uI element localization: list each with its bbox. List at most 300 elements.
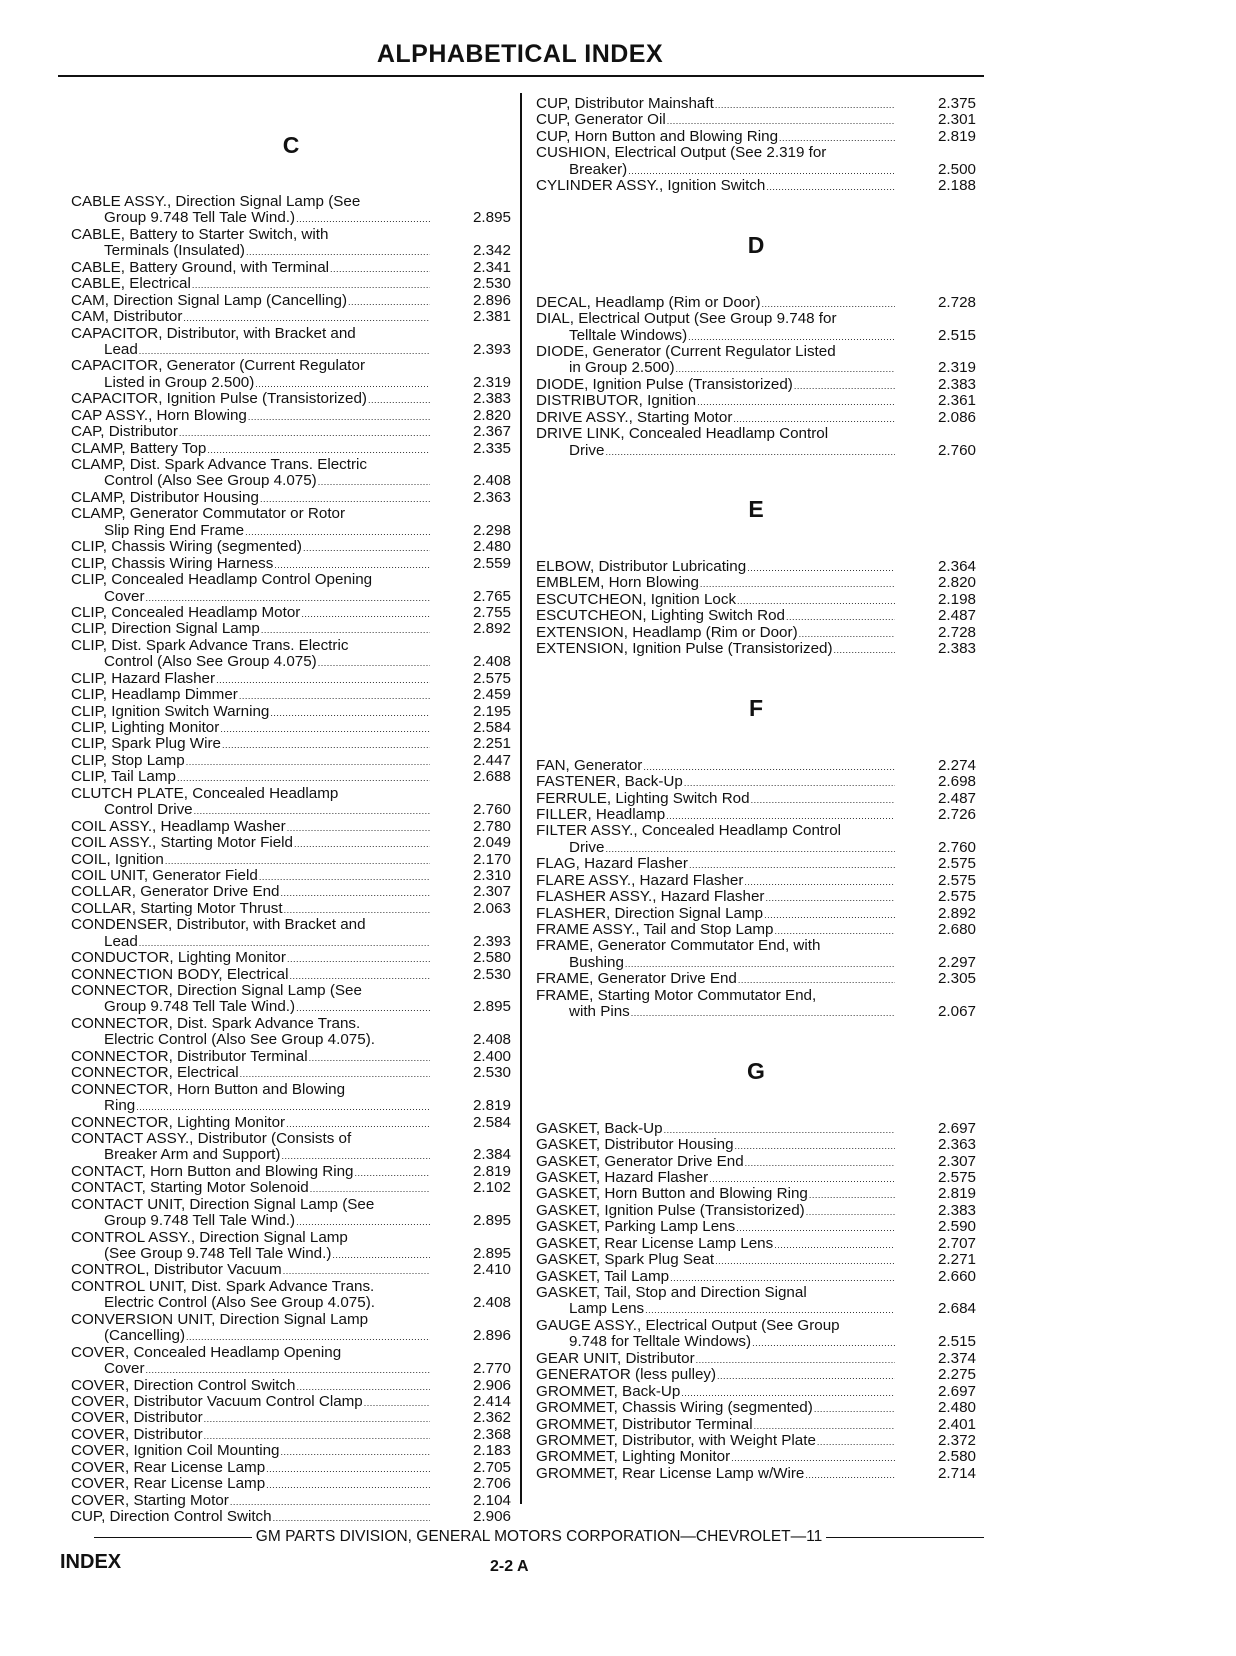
index-entry — [536, 1285, 976, 1318]
page-reference: 2.384 — [472, 1146, 511, 1164]
entry-text: GAUGE ASSY., Electrical Output (See Group — [536, 1316, 840, 1334]
entry-text: FRAME, Generator Drive End — [536, 970, 737, 988]
entry-text: CONTROL, Distributor Vacuum — [71, 1261, 282, 1279]
index-entry — [71, 638, 511, 671]
entry-text: (Cancelling) — [104, 1327, 186, 1345]
index-entry — [71, 835, 511, 851]
dot-leader — [332, 1246, 430, 1263]
page-reference: 2.393 — [472, 932, 511, 950]
index-entry — [536, 1449, 976, 1465]
page-reference: 2.575 — [937, 888, 976, 906]
page-reference: 2.906 — [472, 1508, 511, 1525]
index-entry — [536, 377, 976, 393]
page-reference: 2.530 — [472, 965, 511, 983]
dot-leader — [717, 1367, 895, 1384]
page-reference: 2.447 — [472, 751, 511, 769]
index-entry — [536, 1252, 976, 1268]
dot-leader — [751, 791, 895, 808]
dot-leader — [239, 687, 430, 704]
index-entry — [71, 753, 511, 769]
page-reference: 2.381 — [472, 308, 511, 326]
dot-leader — [287, 819, 430, 836]
page-reference: 2.319 — [472, 373, 511, 391]
index-entry — [536, 1351, 976, 1367]
dot-leader — [220, 720, 430, 737]
dot-leader — [744, 873, 895, 890]
index-entry — [71, 293, 511, 309]
page-reference: 2.271 — [937, 1251, 976, 1269]
page-reference: 2.755 — [472, 603, 511, 621]
page-reference: 2.375 — [937, 95, 976, 112]
page-reference: 2.584 — [472, 719, 511, 736]
page-reference: 2.188 — [937, 177, 976, 195]
page-reference: 2.361 — [937, 392, 976, 410]
page-reference: 2.400 — [472, 1047, 511, 1065]
entry-text: GROMMET, Distributor Terminal — [536, 1415, 753, 1433]
index-entry — [536, 1269, 976, 1285]
index-entry — [71, 671, 511, 687]
page-reference: 2.728 — [937, 623, 976, 641]
entry-text: GASKET, Parking Lamp Lens — [536, 1218, 736, 1236]
entry-text: CAPACITOR, Generator (Current Regulator — [71, 357, 366, 375]
entry-text: COIL, Ignition — [71, 850, 164, 868]
index-entry — [71, 424, 511, 440]
entry-text: GASKET, Distributor Housing — [536, 1136, 734, 1154]
dot-leader — [273, 1509, 430, 1526]
entry-text: FLAG, Hazard Flasher — [536, 855, 688, 873]
page-reference: 2.383 — [937, 1201, 976, 1219]
entry-text: DRIVE LINK, Concealed Headlamp Control — [536, 425, 829, 443]
dot-leader — [715, 1252, 895, 1269]
entry-text: DIODE, Ignition Pulse (Transistorized) — [536, 375, 793, 393]
page-reference: 2.063 — [472, 899, 511, 917]
title-rule — [58, 75, 984, 77]
dot-leader — [222, 736, 430, 753]
page-reference: 2.372 — [937, 1431, 976, 1449]
page-reference: 2.086 — [937, 408, 976, 426]
entry-text: GEAR UNIT, Distributor — [536, 1349, 695, 1367]
index-entry — [71, 391, 511, 407]
entry-text: CONTACT UNIT, Direction Signal Lamp (See — [71, 1195, 375, 1213]
page-reference: 2.896 — [472, 291, 511, 309]
index-entry — [71, 539, 511, 555]
index-entry — [71, 1345, 511, 1378]
dot-leader — [183, 309, 430, 326]
index-entry — [71, 260, 511, 276]
page-reference: 2.590 — [937, 1218, 976, 1236]
dot-leader — [266, 1460, 430, 1477]
dot-leader — [287, 950, 430, 967]
entry-text: CUSHION, Electrical Output (See 2.319 for — [536, 144, 827, 162]
dot-leader — [270, 704, 430, 721]
page-reference: 2.307 — [472, 883, 511, 901]
page-reference: 2.580 — [937, 1448, 976, 1466]
entry-text: GROMMET, Lighting Monitor — [536, 1448, 731, 1466]
page-reference: 2.688 — [472, 768, 511, 786]
page-reference: 2.251 — [472, 735, 511, 753]
page-reference: 2.765 — [472, 587, 511, 605]
entry-text: CLIP, Concealed Headlamp Motor — [71, 603, 301, 621]
page-reference: 2.363 — [472, 488, 511, 506]
entry-text: COVER, Distributor Vacuum Control Clamp — [71, 1392, 363, 1410]
index-entry — [536, 129, 976, 145]
entry-text: CUP, Direction Control Switch — [71, 1508, 272, 1525]
index-entry — [71, 884, 511, 900]
entry-text: GASKET, Back-Up — [536, 1119, 663, 1137]
page-reference: 2.820 — [937, 574, 976, 592]
index-entry — [536, 1400, 976, 1416]
index-entry — [71, 358, 511, 391]
entry-text: Control (Also See Group 4.075) — [104, 472, 317, 490]
index-entry — [71, 1493, 511, 1509]
index-entry — [536, 410, 976, 426]
entry-text: CUP, Horn Button and Blowing Ring — [536, 127, 779, 145]
entry-text: CAM, Direction Signal Lamp (Cancelling) — [71, 291, 348, 309]
entry-text: CONNECTION BODY, Electrical — [71, 965, 289, 983]
entry-text: EXTENSION, Ignition Pulse (Transistorized) — [536, 640, 833, 658]
entry-text: CONNECTOR, Dist. Spark Advance Trans. — [71, 1014, 361, 1032]
entry-text: Slip Ring End Frame — [104, 521, 245, 539]
page-reference: 2.819 — [937, 1185, 976, 1203]
page-reference: 2.170 — [472, 850, 511, 868]
page-reference: 2.067 — [937, 1003, 976, 1021]
entry-text: Breaker Arm and Support) — [104, 1146, 281, 1164]
index-entry — [71, 457, 511, 490]
entry-text: GROMMET, Rear License Lamp w/Wire — [536, 1464, 805, 1482]
index-entry — [536, 311, 976, 344]
index-entry — [71, 621, 511, 637]
index-entry — [71, 309, 511, 325]
page-reference: 2.307 — [937, 1152, 976, 1170]
entry-text: COIL ASSY., Headlamp Washer — [71, 817, 286, 835]
index-entry — [536, 1219, 976, 1235]
entry-text: CLIP, Ignition Switch Warning — [71, 702, 270, 720]
index-entry — [71, 736, 511, 752]
page-reference: 2.575 — [472, 669, 511, 687]
index-entry — [536, 96, 976, 112]
index-entry — [71, 1262, 511, 1278]
page-reference: 2.714 — [937, 1464, 976, 1482]
page-reference: 2.393 — [472, 340, 511, 358]
index-entry — [71, 917, 511, 950]
page-reference: 2.530 — [472, 275, 511, 293]
dot-leader — [368, 391, 430, 408]
page-reference: 2.726 — [937, 805, 976, 823]
page-reference: 2.310 — [472, 866, 511, 884]
index-column-left — [71, 96, 511, 1525]
section-letter-f: F — [748, 694, 764, 721]
entry-text: ESCUTCHEON, Ignition Lock — [536, 590, 737, 608]
page-reference: 2.364 — [937, 558, 976, 575]
page-reference: 2.895 — [472, 209, 511, 227]
page-reference: 2.297 — [937, 953, 976, 971]
entry-text: CLAMP, Dist. Spark Advance Trans. Electric — [71, 456, 367, 473]
index-entry — [536, 608, 976, 624]
page-reference: 2.892 — [937, 904, 976, 922]
entry-text: Cover — [104, 587, 145, 605]
page-reference: 2.892 — [472, 620, 511, 638]
dot-leader — [805, 1466, 895, 1483]
dot-leader — [248, 408, 430, 425]
entry-text: CONTACT, Starting Motor Solenoid — [71, 1179, 309, 1197]
entry-text: COVER, Distributor — [71, 1409, 203, 1427]
page-reference: 2.575 — [937, 1168, 976, 1186]
entry-text: Control (Also See Group 4.075) — [104, 653, 317, 671]
index-entry — [536, 873, 976, 889]
entry-text: CLIP, Chassis Wiring (segmented) — [71, 538, 302, 556]
entry-text: FLASHER, Direction Signal Lamp — [536, 904, 764, 922]
page-reference: 2.383 — [472, 390, 511, 408]
entry-text: CABLE, Battery Ground, with Terminal — [71, 258, 330, 276]
index-entry — [71, 769, 511, 785]
page-reference: 2.680 — [937, 921, 976, 938]
entry-text: CAP, Distributor — [71, 423, 178, 441]
page-reference: 2.183 — [472, 1442, 511, 1460]
entry-text: Electric Control (Also See Group 4.075). — [104, 1031, 375, 1049]
dot-leader — [309, 1049, 430, 1066]
index-entry — [71, 572, 511, 605]
entry-text: GASKET, Hazard Flasher — [536, 1168, 709, 1186]
page-reference: 2.410 — [472, 1261, 511, 1279]
dot-leader — [266, 1476, 430, 1493]
entry-text: COVER, Ignition Coil Mounting — [71, 1442, 280, 1460]
page-reference: 2.480 — [937, 1399, 976, 1417]
index-entry — [536, 758, 976, 774]
index-entry — [71, 1016, 511, 1049]
footer-rule-left — [94, 1537, 252, 1538]
index-entry — [536, 774, 976, 790]
entry-text: COVER, Starting Motor — [71, 1491, 229, 1509]
page-reference: 2.383 — [937, 640, 976, 658]
page-reference: 2.363 — [937, 1136, 976, 1154]
entry-text: Telltale Windows) — [569, 326, 688, 344]
dot-leader — [318, 654, 430, 671]
entry-text: Group 9.748 Tell Tale Wind.) — [104, 209, 296, 227]
page-reference: 2.274 — [937, 756, 976, 774]
dot-leader — [809, 1186, 895, 1203]
footer-line — [94, 1528, 984, 1546]
page-reference: 2.480 — [472, 538, 511, 556]
column-divider — [520, 93, 522, 1504]
entry-text: CLUTCH PLATE, Concealed Headlamp — [71, 784, 339, 802]
dot-leader — [834, 641, 895, 658]
page-reference: 2.401 — [937, 1415, 976, 1433]
entry-text: CONNECTOR, Electrical — [71, 1064, 239, 1082]
entry-text: CLIP, Direction Signal Lamp — [71, 620, 260, 638]
entry-text: Bushing — [569, 953, 624, 971]
entry-text: Electric Control (Also See Group 4.075). — [104, 1294, 375, 1312]
entry-text: CONDUCTOR, Lighting Monitor — [71, 949, 286, 967]
page-reference: 2.342 — [472, 242, 511, 260]
page-reference: 2.383 — [937, 375, 976, 393]
page-reference: 2.760 — [472, 801, 511, 819]
page-reference: 2.575 — [937, 855, 976, 873]
entry-text: COIL ASSY., Starting Motor Field — [71, 834, 294, 852]
page-reference: 2.819 — [472, 1097, 511, 1115]
entry-text: CLIP, Headlamp Dimmer — [71, 686, 238, 704]
page-reference: 2.367 — [472, 423, 511, 441]
index-entry — [71, 1394, 511, 1410]
index-entry — [71, 983, 511, 1016]
entry-text: GENERATOR (less pulley) — [536, 1366, 717, 1384]
entry-text: Drive — [569, 441, 605, 459]
index-entry — [536, 1203, 976, 1219]
dot-leader — [745, 1154, 895, 1171]
entry-text: DISTRIBUTOR, Ignition — [536, 392, 697, 410]
page-reference: 2.408 — [472, 653, 511, 671]
section-letter-c: C — [282, 132, 300, 158]
entry-text: GASKET, Generator Drive End — [536, 1152, 744, 1170]
entry-text: Ring — [104, 1097, 136, 1115]
entry-text: GROMMET, Chassis Wiring (segmented) — [536, 1399, 813, 1417]
index-entry — [536, 922, 976, 938]
entry-text: CLIP, Tail Lamp — [71, 768, 176, 786]
page-reference: 2.305 — [937, 970, 976, 988]
entry-text: CLIP, Spark Plug Wire — [71, 735, 221, 753]
entry-text: GROMMET, Back-Up — [536, 1382, 681, 1400]
entry-text: ESCUTCHEON, Lighting Switch Rod — [536, 607, 785, 625]
index-entry — [536, 889, 976, 905]
index-entry — [71, 868, 511, 884]
index-entry — [536, 1318, 976, 1351]
index-entry — [536, 938, 976, 971]
index-entry — [71, 901, 511, 917]
entry-text: DIAL, Electrical Output (See Group 9.748 for — [536, 310, 837, 328]
page-reference: 2.895 — [472, 1212, 511, 1230]
section-letter-e: E — [748, 496, 764, 522]
index-entry — [536, 791, 976, 807]
entry-text: Cover — [104, 1360, 145, 1378]
entry-text: FLARE ASSY., Hazard Flasher — [536, 871, 744, 889]
dot-leader — [814, 1400, 895, 1417]
page-reference: 2.515 — [937, 1333, 976, 1351]
index-entry — [71, 276, 511, 292]
page-reference: 2.706 — [472, 1475, 511, 1493]
dot-leader — [806, 1203, 895, 1220]
footer-text: GM PARTS DIVISION, GENERAL MOTORS CORPORATION—CHEVROLET—11 — [255, 1528, 823, 1545]
index-entry — [536, 1121, 976, 1137]
entry-text: FRAME, Starting Motor Commutator End, — [536, 986, 817, 1004]
index-column-right — [536, 96, 976, 1482]
entry-text: CLIP, Concealed Headlamp Control Opening — [71, 571, 373, 589]
entry-text: CUP, Distributor Mainshaft — [536, 95, 714, 112]
entry-text: FAN, Generator — [536, 756, 643, 774]
page-reference: 2.195 — [472, 702, 511, 720]
dot-leader — [186, 753, 430, 770]
page-reference: 2.275 — [937, 1366, 976, 1384]
page-reference: 2.819 — [937, 127, 976, 145]
page-reference: 2.660 — [937, 1267, 976, 1285]
page-reference: 2.298 — [472, 521, 511, 539]
index-entry — [536, 823, 976, 856]
page-reference: 2.760 — [937, 838, 976, 856]
index-entry — [536, 988, 976, 1021]
dot-leader — [146, 1361, 430, 1378]
page-reference: 2.335 — [472, 439, 511, 457]
index-entry — [71, 1131, 511, 1164]
page-reference: 2.698 — [937, 773, 976, 791]
page-title: ALPHABETICAL INDEX — [376, 40, 664, 68]
index-entry — [536, 559, 976, 575]
page-reference: 2.374 — [937, 1349, 976, 1367]
index-entry — [536, 906, 976, 922]
entry-text: FILLER, Headlamp — [536, 805, 666, 823]
entry-text: EMBLEM, Horn Blowing — [536, 574, 699, 592]
index-entry — [71, 720, 511, 736]
entry-text: DECAL, Headlamp (Rim or Door) — [536, 293, 761, 311]
dot-leader — [296, 1213, 430, 1230]
entry-text: DIODE, Generator (Current Regulator Listed — [536, 342, 836, 360]
entry-text: COVER, Rear License Lamp — [71, 1458, 266, 1476]
dot-leader — [303, 539, 430, 556]
dot-leader — [747, 559, 895, 576]
entry-text: CAM, Distributor — [71, 308, 183, 326]
entry-text: FLASHER ASSY., Hazard Flasher — [536, 888, 765, 906]
entry-text: GASKET, Horn Button and Blowing Ring — [536, 1185, 808, 1203]
page-reference: 2.341 — [472, 258, 511, 276]
page-reference: 2.487 — [937, 607, 976, 625]
index-entry — [536, 1236, 976, 1252]
index-entry — [536, 1384, 976, 1400]
page-reference: 2.414 — [472, 1392, 511, 1410]
dot-leader — [735, 1137, 895, 1154]
entry-text: 9.748 for Telltale Windows) — [569, 1333, 752, 1351]
entry-text: CABLE ASSY., Direction Signal Lamp (See — [71, 193, 361, 210]
entry-text: COVER, Concealed Headlamp Opening — [71, 1343, 342, 1361]
index-entry — [71, 1115, 511, 1131]
page-reference: 2.368 — [472, 1425, 511, 1443]
page-reference: 2.896 — [472, 1327, 511, 1345]
entry-text: CABLE, Battery to Starter Switch, with — [71, 225, 329, 243]
page-reference: 2.362 — [472, 1409, 511, 1427]
page-reference: 2.408 — [472, 1031, 511, 1049]
index-entry — [536, 112, 976, 128]
entry-text: Control Drive — [104, 801, 193, 819]
index-entry — [536, 1417, 976, 1433]
footer-rule-right — [826, 1537, 984, 1538]
page-reference: 2.515 — [937, 326, 976, 344]
entry-text: Lead — [104, 932, 138, 950]
entry-text: CONTACT, Horn Button and Blowing Ring — [71, 1162, 354, 1180]
index-entry — [536, 856, 976, 872]
entry-text: CAPACITOR, Distributor, with Bracket and — [71, 324, 356, 342]
dot-leader — [817, 1433, 895, 1450]
index-entry — [536, 1367, 976, 1383]
entry-text: CLIP, Stop Lamp — [71, 751, 185, 769]
dot-leader — [631, 1004, 895, 1021]
index-entry — [536, 807, 976, 823]
entry-text: (See Group 9.748 Tell Tale Wind.) — [104, 1245, 332, 1262]
dot-leader — [696, 1351, 895, 1368]
entry-text: EXTENSION, Headlamp (Rim or Door) — [536, 623, 798, 641]
page-reference: 2.459 — [472, 686, 511, 704]
entry-text: FRAME ASSY., Tail and Stop Lamp — [536, 921, 774, 938]
entry-text: CONTACT ASSY., Distributor (Consists of — [71, 1129, 352, 1147]
page-reference: 2.906 — [472, 1376, 511, 1394]
index-entry — [71, 1460, 511, 1476]
entry-text: CONTROL UNIT, Dist. Spark Advance Trans. — [71, 1277, 375, 1295]
index-entry — [71, 605, 511, 621]
index-entry — [71, 1443, 511, 1459]
index-entry — [536, 1186, 976, 1202]
index-entry — [536, 1433, 976, 1449]
index-entry — [71, 1082, 511, 1115]
dot-leader — [281, 1443, 430, 1460]
entry-text: Lead — [104, 340, 138, 358]
index-entry — [71, 490, 511, 506]
entry-text: CONNECTOR, Direction Signal Lamp (See — [71, 982, 362, 999]
index-entry — [71, 967, 511, 983]
